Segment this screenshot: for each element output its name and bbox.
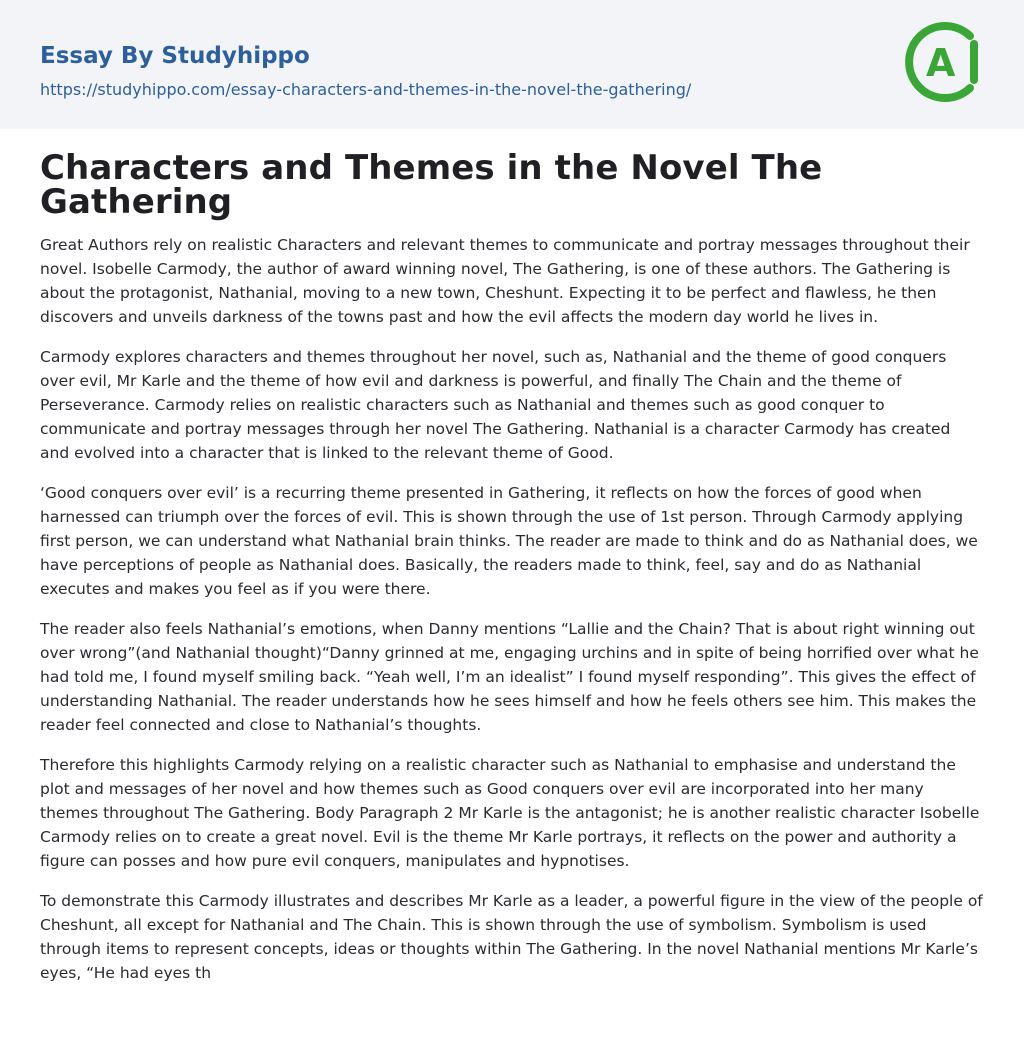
article-paragraph-5: Therefore this highlights Carmody relying on a realistic character such as Nathanial to emphasise and understand the plot and messages of her novel and how themes such as Good conquers over evil are incorporated into her many themes throughout The Gathering. Body Paragraph 2 Mr Karle is the antagonist; he is another realistic character Isobelle Carmody relies on to create a great novel. Evil is the theme Mr Karle portrays, it reflects on the power and authority a figure can posses and how pure evil conquers, manipulates and hypnotises.	[40, 756, 980, 870]
site-title[interactable]: Essay By Studyhippo	[40, 43, 310, 69]
article-paragraph-4: The reader also feels Nathanial’s emotions, when Danny mentions “Lallie and the Chain? That is about right winning out over wrong”(and Nathanial thought)“Danny grinned at me, engaging urchins and in spite of being horrified over what he had told me, I found myself smiling back. “Yeah well, I’m an idealist” I found myself responding”. This gives the effect of understanding Nathanial. The reader understands how he sees himself and how he feels others see him. This makes the reader feel connected and close to Nathanial’s thoughts.	[40, 620, 979, 734]
article-paragraph-3: ‘Good conquers over evil’ is a recurring theme presented in Gathering, it reflects on how the forces of good when harnessed can triumph over the forces of evil. This is shown through the use of 1st person. Through Carmody applying first person, we can understand what Nathanial brain thinks. The reader are made to think and do as Nathanial does, we have perceptions of people as Nathanial does. Basically, the readers made to think, feel, say and do as Nathanial executes and makes you feel as if you were there.	[40, 484, 978, 598]
article-title: Characters and Themes in the Novel The Gathering	[40, 148, 823, 222]
page-url-link[interactable]: https://studyhippo.com/essay-characters-and-themes-in-the-novel-the-gathering/	[40, 80, 692, 99]
article-paragraph-6: To demonstrate this Carmody illustrates and describes Mr Karle as a leader, a powerful figure in the view of the people of Cheshunt, all except for Nathanial and The Chain. This is shown through the use of symbolism. Symbolism is used through items to represent concepts, ideas or thoughts within The Gathering. In the novel Nathanial mentions Mr Karle’s eyes, “He had eyes th	[40, 892, 983, 982]
article-paragraph-1: Great Authors rely on realistic Characters and relevant themes to communicate and portray messages throughout their novel. Isobelle Carmody, the author of award winning novel, The Gathering, is one of these authors. The Gathering is about the protagonist, Nathanial, moving to a new town, Cheshunt. Expecting it to be perfect and flawless, he then discovers and unveils darkness of the towns past and how the evil affects the modern day world he lives in.	[40, 236, 970, 326]
site-header	[0, 0, 1024, 129]
studyhippo-logo-icon[interactable]	[900, 20, 984, 104]
article-paragraph-2: Carmody explores characters and themes throughout her novel, such as, Nathanial and the theme of good conquers over evil, Mr Karle and the theme of how evil and darkness is powerful, and finally The Chain and the theme of Perseverance. Carmody relies on realistic characters such as Nathanial and themes such as good conquer to communicate and portray messages through her novel The Gathering. Nathanial is a character Carmody has created and evolved into a character that is linked to the relevant theme of Good.	[40, 348, 951, 462]
logo-letter: A	[926, 41, 956, 85]
article	[0, 148, 1024, 985]
